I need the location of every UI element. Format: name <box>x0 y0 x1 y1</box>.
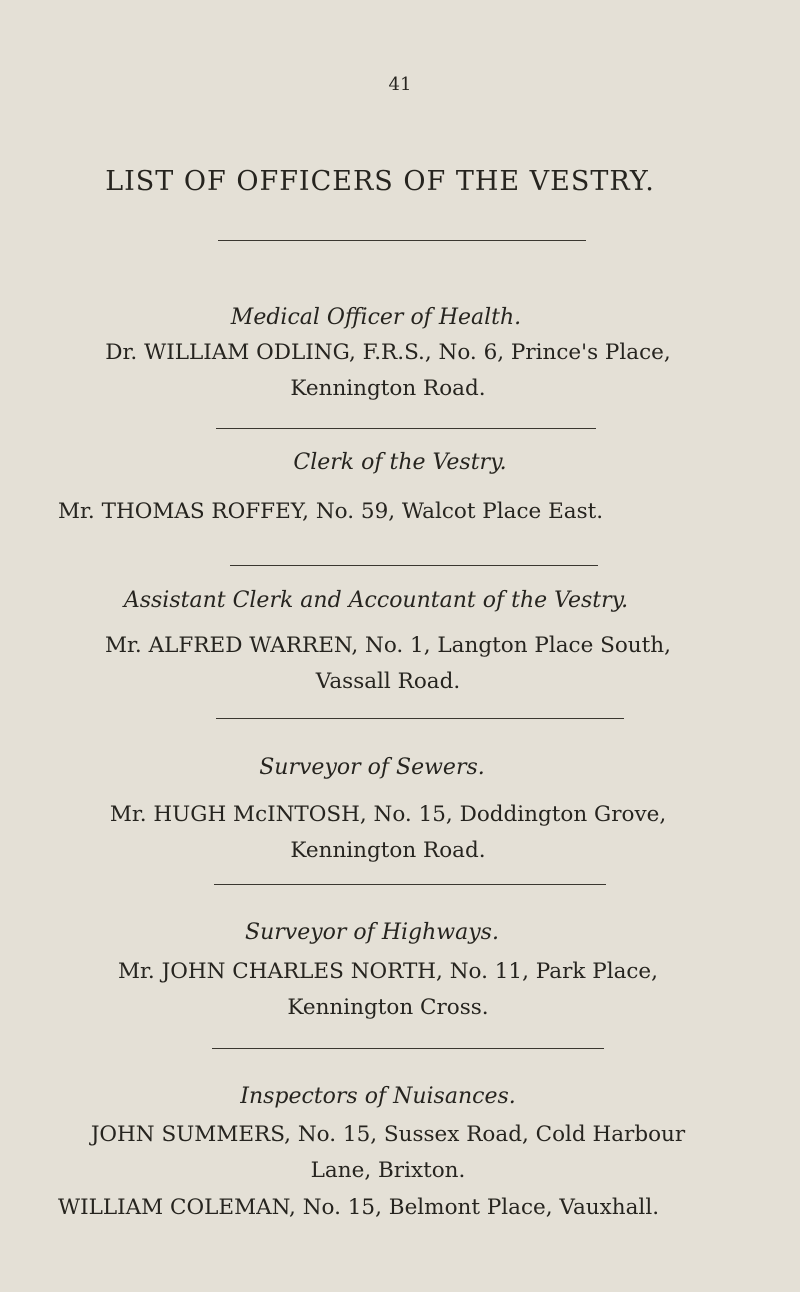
section-heading-clerk: Clerk of the Vestry. <box>293 450 507 475</box>
entry-inspectors-second <box>58 1190 718 1226</box>
section-heading-inspectors: Inspectors of Nuisances. <box>240 1084 516 1109</box>
entry-inspectors <box>58 1117 718 1189</box>
entry-line: Mr. HUGH McINTOSH, No. 15, Doddington Grove, <box>109 802 667 827</box>
divider <box>216 428 596 429</box>
divider <box>216 718 624 719</box>
entry-line: Vassall Road. <box>315 669 461 694</box>
page-title: LIST OF OFFICERS OF THE VESTRY. <box>105 166 655 197</box>
section-heading-medical-officer: Medical Officer of Health. <box>230 305 522 330</box>
entry-line: Kennington Road. <box>290 838 486 863</box>
entry-line: Mr. THOMAS ROFFEY, No. 59, Walcot Place East. <box>58 499 604 524</box>
section-heading-surveyor-highways: Surveyor of Highways. <box>245 920 499 945</box>
entry-line: Kennington Road. <box>290 376 486 401</box>
section-heading-assistant-clerk: Assistant Clerk and Accountant of the Vestry. <box>123 588 629 613</box>
entry-surveyor-highways <box>58 954 718 1026</box>
entry-line: Mr. ALFRED WARREN, No. 1, Langton Place South, <box>105 633 671 658</box>
entry-line: Mr. JOHN CHARLES NORTH, No. 11, Park Place, <box>118 959 658 984</box>
divider <box>214 884 606 885</box>
entry-assistant-clerk <box>58 628 718 700</box>
divider <box>212 1048 604 1049</box>
entry-clerk <box>58 494 718 530</box>
entry-line: Kennington Cross. <box>287 995 489 1020</box>
entry-line: JOHN SUMMERS, No. 15, Sussex Road, Cold Harbour <box>90 1122 686 1147</box>
entry-line: Dr. WILLIAM ODLING, F.R.S., No. 6, Prince's Place, <box>105 340 671 365</box>
page-number: 41 <box>388 74 412 95</box>
entry-medical-officer <box>58 335 718 407</box>
entry-surveyor-sewers <box>58 797 718 869</box>
divider <box>230 565 598 566</box>
section-heading-surveyor-sewers: Surveyor of Sewers. <box>259 755 485 780</box>
entry-line: WILLIAM COLEMAN, No. 15, Belmont Place, Vauxhall. <box>58 1195 660 1220</box>
entry-line: Lane, Brixton. <box>310 1158 466 1183</box>
divider <box>218 240 586 241</box>
